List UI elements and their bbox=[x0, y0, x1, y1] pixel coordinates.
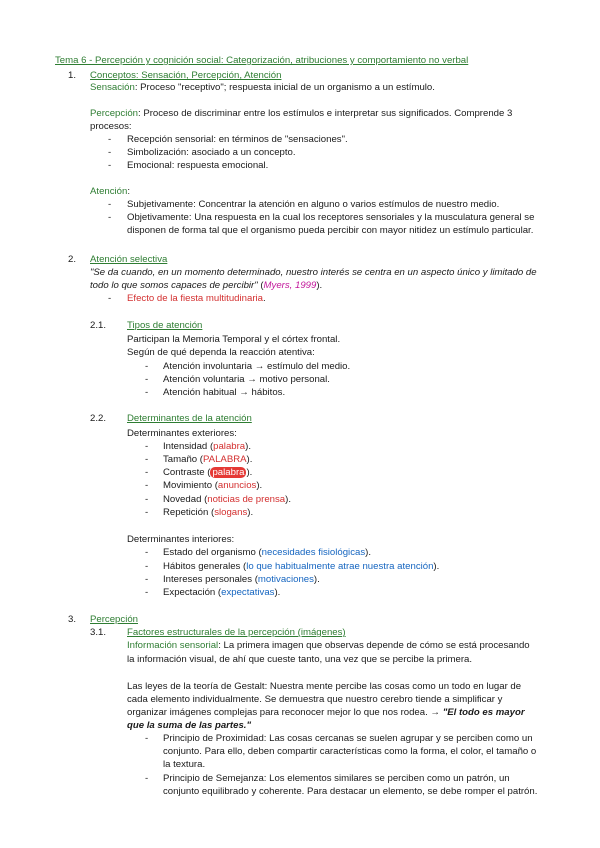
list-bullet: - bbox=[145, 574, 149, 585]
gestalt-line-3: organizar imágenes complejas para reconocer mejor lo que nos rodea. → "El todo es mayor bbox=[127, 707, 525, 718]
list-item: Atención involuntaria → estímulo del medio. bbox=[163, 361, 351, 372]
list-bullet: - bbox=[145, 387, 149, 398]
section-2-heading: Atención selectiva bbox=[90, 254, 168, 265]
section-2-number: 2. bbox=[68, 254, 77, 265]
list-item: Estado del organismo (necesidades fisiológicas). bbox=[163, 547, 371, 558]
list-bullet: - bbox=[145, 441, 149, 452]
semejanza-line-2: conjunto equilibrado y coherente. Para destacar un elemento, se debe romper el patrón. bbox=[163, 786, 538, 797]
list-bullet: - bbox=[145, 773, 149, 784]
list-bullet: - bbox=[108, 212, 112, 223]
percepcion-definition: Percepción: Proceso de discriminar entre los estímulos e interpretar sus significados. Comprende 3 bbox=[90, 108, 513, 119]
proximidad-line-2: conjunto. Para ello, deben compartir características como la forma, el color, el tamaño o bbox=[163, 746, 537, 757]
list-bullet: - bbox=[145, 507, 149, 518]
list-bullet: - bbox=[145, 733, 149, 744]
quote-line-1: "Se da cuando, en un momento determinado, nuestro interés se centra en un aspecto único y limitado de bbox=[90, 267, 537, 278]
list-item: Contraste ( palabra ). bbox=[163, 467, 253, 478]
section-2-1-heading: Tipos de atención bbox=[127, 320, 203, 331]
quote-line-2: todo lo que somos capaces de percibir" (Myers, 1999). bbox=[90, 280, 323, 291]
gestalt-line-4: que la suma de las partes." bbox=[127, 720, 251, 731]
tipos-line-2: Según de qué dependa la reacción atentiva: bbox=[127, 347, 315, 358]
list-item: Movimiento (anuncios). bbox=[163, 480, 263, 491]
list-item: Intereses personales (motivaciones). bbox=[163, 574, 320, 585]
list-item: Repetición (slogans). bbox=[163, 507, 254, 518]
page-title: Tema 6 - Percepción y cognición social: Categorización, atribuciones y comportamiento no verbal bbox=[55, 55, 469, 66]
section-2-2-number: 2.2. bbox=[90, 413, 107, 424]
list-bullet: - bbox=[145, 374, 149, 385]
list-item: Intensidad (palabra). bbox=[163, 441, 252, 452]
atencion-objetiva: Objetivamente: Una respuesta en la cual los receptores sensoriales y la musculatura general se bbox=[127, 212, 535, 223]
gestalt-line-1: Las leyes de la teoría de Gestalt: Nuestra mente percibe las cosas como un todo en lugar de bbox=[127, 681, 522, 692]
list-bullet: - bbox=[145, 561, 149, 572]
section-2-2-heading: Determinantes de la atención bbox=[127, 413, 252, 424]
list-item: Expectación (expectativas). bbox=[163, 587, 281, 598]
list-bullet: - bbox=[145, 361, 149, 372]
section-3-heading: Percepción bbox=[90, 614, 138, 625]
list-bullet: - bbox=[145, 467, 149, 478]
tipos-line-1: Participan la Memoria Temporal y el córtex frontal. bbox=[127, 334, 341, 345]
section-1-number: 1. bbox=[68, 70, 77, 81]
list-bullet: - bbox=[145, 480, 149, 491]
list-bullet: - bbox=[108, 199, 112, 210]
list-item: Hábitos generales (lo que habitualmente atrae nuestra atención). bbox=[163, 561, 440, 572]
gestalt-line-2: cada elemento individualmente. Se demuestra que nuestro cerebro tiende a simplificar y bbox=[127, 694, 503, 705]
section-1-heading: Conceptos: Sensación, Percepción, Atención bbox=[90, 70, 282, 81]
percepcion-definition-cont: procesos: bbox=[90, 121, 132, 132]
list-item: Recepción sensorial: en términos de "sensaciones". bbox=[127, 134, 348, 145]
list-item: Simbolización: asociado a un concepto. bbox=[127, 147, 296, 158]
list-bullet: - bbox=[145, 454, 149, 465]
interiores-label: Determinantes interiores: bbox=[127, 534, 235, 545]
list-bullet: - bbox=[108, 160, 112, 171]
list-item: Tamaño (PALABRA). bbox=[163, 454, 253, 465]
info-sensorial: Información sensorial: La primera imagen que observas depende de cómo se está procesando bbox=[127, 640, 530, 651]
list-item: Atención voluntaria → motivo personal. bbox=[163, 374, 330, 385]
proximidad-line-3: la textura. bbox=[163, 759, 206, 770]
section-3-1-number: 3.1. bbox=[90, 627, 107, 638]
atencion-subjetiva: Subjetivamente: Concentrar la atención en alguno o varios estímulos de nuestro medio. bbox=[127, 199, 500, 210]
list-item: Atención habitual → hábitos. bbox=[163, 387, 286, 398]
exteriores-label: Determinantes exteriores: bbox=[127, 428, 237, 439]
section-3-number: 3. bbox=[68, 614, 77, 625]
atencion-objetiva-cont: disponen de forma tal que el organismo pueda percibir con mayor nitidez un estímulo particular. bbox=[127, 225, 534, 236]
list-item: Novedad (noticias de prensa). bbox=[163, 494, 292, 505]
section-2-1-number: 2.1. bbox=[90, 320, 107, 331]
fiesta-item: Efecto de la fiesta multitudinaria. bbox=[127, 293, 266, 304]
sensacion-definition: Sensación: Proceso "receptivo"; respuesta inicial de un organismo a un estímulo. bbox=[90, 82, 435, 93]
section-3-1-heading: Factores estructurales de la percepción (imágenes) bbox=[127, 627, 346, 638]
list-item: Emocional: respuesta emocional. bbox=[127, 160, 269, 171]
info-sensorial-cont: la información visual, de ahí que cueste tanto, una vez que se percibe la primera. bbox=[127, 654, 473, 665]
list-bullet: - bbox=[145, 547, 149, 558]
list-bullet: - bbox=[108, 147, 112, 158]
semejanza-line-1: Principio de Semejanza: Los elementos similares se perciben como un patrón, un bbox=[163, 773, 510, 784]
list-bullet: - bbox=[145, 587, 149, 598]
list-bullet: - bbox=[145, 494, 149, 505]
proximidad-line-1: Principio de Proximidad: Las cosas cercanas se suelen agrupar y se perciben como un bbox=[163, 733, 533, 744]
list-bullet: - bbox=[108, 293, 112, 304]
list-bullet: - bbox=[108, 134, 112, 145]
atencion-label: Atención: bbox=[90, 186, 131, 197]
